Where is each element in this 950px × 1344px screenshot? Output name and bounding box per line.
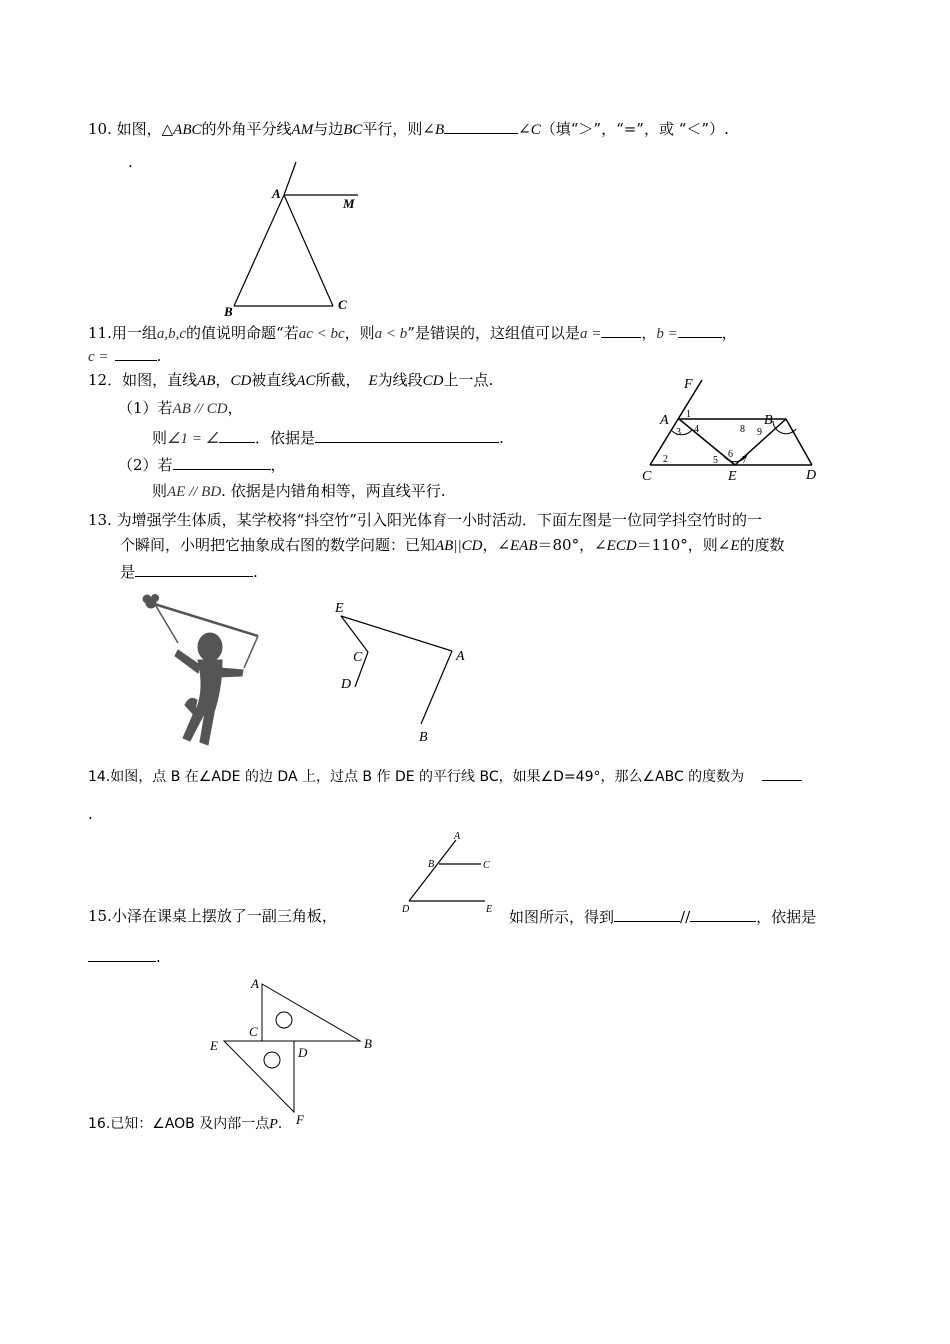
q15-line2: . xyxy=(88,946,161,967)
q14-text: 14.如图，点 B 在∠ADE 的边 DA 上，过点 B 作 DE 的平行线 BC，如果∠D=49°，那么∠ABC 的度数为 xyxy=(88,765,802,787)
q15-label-E: E xyxy=(210,1038,218,1053)
q14-label-E: E xyxy=(486,904,493,915)
q12-label-D: D xyxy=(806,468,817,483)
q12-angle-1: 1 xyxy=(686,409,691,420)
q12-angle-7: 7 xyxy=(742,455,747,466)
q12-sub1: （1）若AB // CD， xyxy=(118,399,243,417)
q10-dot: . xyxy=(128,153,133,171)
q11-line1: 11.用一组a,b,c的值说明命题“若ac < bc，则a < b”是错误的，这组值可以是a = ，b = ， xyxy=(88,324,737,342)
q13-label-D: D xyxy=(341,677,352,692)
q12-label-A: A xyxy=(660,413,669,428)
q14-dot: . xyxy=(88,805,93,823)
q15-line1: 15.小泽在课桌上摆放了一副三角板， xyxy=(88,907,337,925)
q10-label-A: A xyxy=(272,186,281,201)
q10-label-B: B xyxy=(224,304,233,319)
q13-line2: 个瞬间，小明把它抽象成右图的数学问题：已知AB||CD，∠EAB＝80°，∠ECD＝110°，则∠E的度数 xyxy=(120,536,785,554)
q13-label-E: E xyxy=(335,601,344,616)
q14-label-D: D xyxy=(402,904,410,915)
q12-angle-4: 4 xyxy=(694,424,699,435)
q12-sub2: （2）若 ， xyxy=(118,456,286,474)
q10-label-C: C xyxy=(338,297,347,312)
q13-line3: 是 . xyxy=(120,563,258,581)
q12-sub1-then: 则∠1 = ∠ ．依据是 . xyxy=(152,429,504,447)
q14-label-C: C xyxy=(483,860,490,871)
q13-label-C: C xyxy=(353,650,363,665)
q15-label-F: F xyxy=(296,1112,304,1127)
q16-text: 16.已知：∠AOB 及内部一点P. xyxy=(88,1116,283,1132)
q14-label-A: A xyxy=(454,831,461,842)
q13-label-B: B xyxy=(419,730,428,745)
q13-label-A: A xyxy=(456,649,465,664)
q12-angle-2: 2 xyxy=(663,454,668,465)
q13-line1: 13. 为增强学生体质，某学校将“抖空竹”引入阳光体育一小时活动．下面左图是一位同学抖空竹时的一 xyxy=(88,511,762,529)
q12-angle-9: 9 xyxy=(757,427,762,438)
q12-angle-3: 3 xyxy=(676,427,681,438)
q12-label-F: F xyxy=(684,377,693,392)
q12-sub2-then: 则AE // BD. 依据是内错角相等，两直线平行. xyxy=(152,482,446,500)
q15-line1b: 如图所示，得到 // ，依据是 xyxy=(509,908,817,926)
q15-label-B: B xyxy=(364,1036,372,1051)
q10-label-M: M xyxy=(343,196,355,211)
q12-label-B: B xyxy=(764,413,773,428)
q15-label-A: A xyxy=(251,976,259,991)
q12-angle-5: 5 xyxy=(713,455,718,466)
q15-label-C: C xyxy=(249,1024,258,1039)
q14-label-B: B xyxy=(428,859,435,870)
q10-text: 10. 如图，△ABC的外角平分线AM与边BC平行，则∠B ∠C（填“＞”，“=”，或 “＜”）. xyxy=(88,120,729,138)
q12-stem: 12．如图，直线AB，CD被直线AC所截， E为线段CD上一点. xyxy=(88,371,494,389)
q12-label-C: C xyxy=(642,469,652,484)
q11-line2: c = . xyxy=(88,347,162,365)
q12-angle-6: 6 xyxy=(728,449,733,460)
q12-angle-8: 8 xyxy=(740,424,745,435)
q12-label-E: E xyxy=(728,469,737,484)
q15-label-D: D xyxy=(298,1045,308,1060)
